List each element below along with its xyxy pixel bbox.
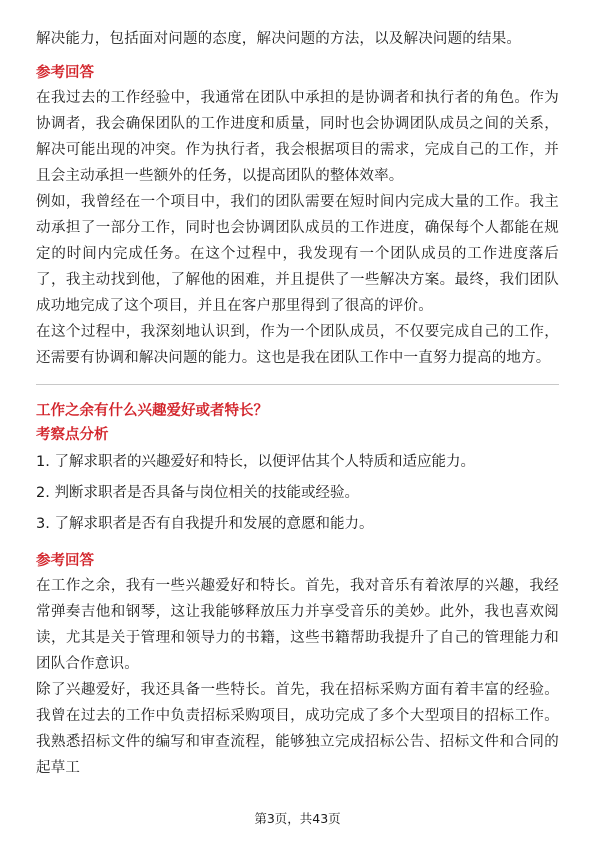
answer-paragraph: 在这个过程中，我深刻地认识到，作为一个团队成员，不仅要完成自己的工作，还需要有协调和解决问题的能力。这也是我在团队工作中一直努力提高的地方。 (36, 324, 559, 366)
analysis-label: 考察点分析 (36, 427, 109, 443)
analysis-item: 3. 了解求职者是否有自我提升和发展的意愿和能力。 (36, 516, 374, 532)
answer-label-2: 参考回答 (36, 553, 94, 569)
answer-label-1: 参考回答 (36, 65, 94, 81)
answer-paragraph: 在我过去的工作经验中，我通常在团队中承担的是协调者和执行者的角色。作为协调者，我会确保团队的工作进度和质量，同时也会协调团队成员之间的关系，解决可能出现的冲突。作为执行者，我会根据项目的需求，完成自己的工作，并且会主动承担一些额外的任务，以提高团队的整体效率。 (36, 90, 559, 184)
question-title: 工作之余有什么兴趣爱好或者特长？ (36, 403, 268, 419)
section-divider (36, 384, 559, 385)
analysis-item: 1. 了解求职者的兴趣爱好和特长，以便评估其个人特质和适应能力。 (36, 454, 475, 470)
page-footer: 第3页，共43页 (254, 811, 341, 826)
document-page (36, 26, 559, 781)
analysis-item: 2. 判断求职者是否具备与岗位相关的技能或经验。 (36, 485, 359, 501)
intro-tail-text: 解决能力，包括面对问题的态度，解决问题的方法，以及解决问题的结果。 (36, 31, 522, 47)
answer-paragraph: 在工作之余，我有一些兴趣爱好和特长。首先，我对音乐有着浓厚的兴趣，我经常弹奏吉他和钢琴，这让我能够释放压力并享受音乐的美妙。此外，我也喜欢阅读，尤其是关于管理和领导力的书籍，这些书籍帮助我提升了自己的管理能力和团队合作意识。 (36, 578, 559, 672)
answer-paragraph: 例如，我曾经在一个项目中，我们的团队需要在短时间内完成大量的工作。我主动承担了一部分工作，同时也会协调团队成员的工作进度，确保每个人都能在规定的时间内完成任务。在这个过程中，我发现有一个团队成员的工作进度落后了，我主动找到他，了解他的困难，并且提供了一些解决方案。最终，我们团队成功地完成了这个项目，并且在客户那里得到了很高的评价。 (36, 194, 559, 314)
answer-paragraph: 除了兴趣爱好，我还具备一些特长。首先，我在招标采购方面有着丰富的经验。我曾在过去的工作中负责招标采购项目，成功完成了多个大型项目的招标工作。我熟悉招标文件的编写和审查流程，能够独立完成招标公告、招标文件和合同的起草工 (36, 682, 559, 776)
